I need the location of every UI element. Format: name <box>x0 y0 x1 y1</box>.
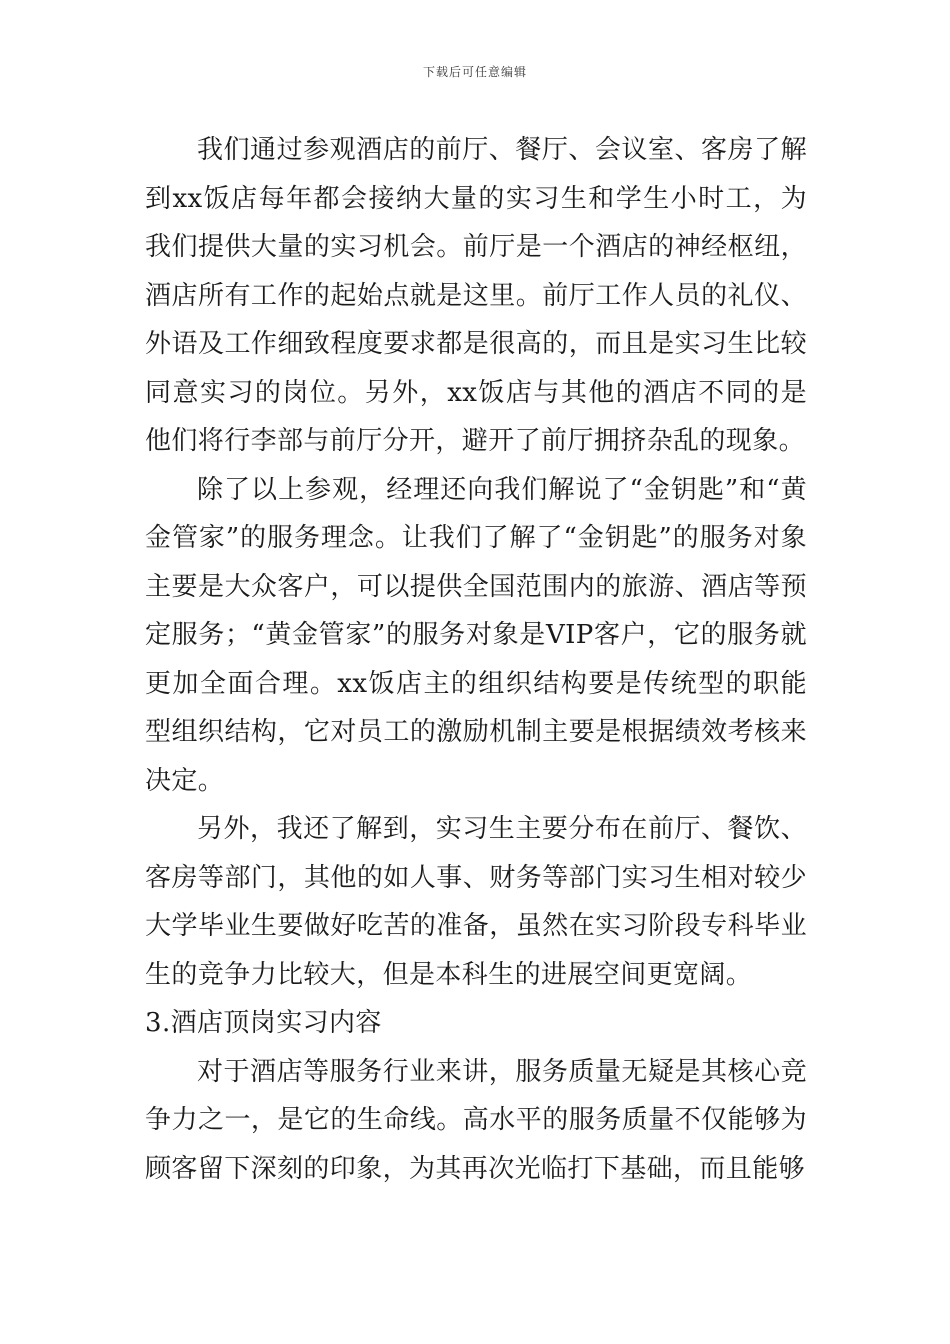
section-heading: 3.酒店顶岗实习内容 <box>145 1008 382 1038</box>
paragraph-service-quality: 对于酒店等服务行业来讲，服务质量无疑是其核心竞争力之一，是它的生命线。高水平的服务质量不仅能够为顾客留下深刻的印象，为其再次光临打下基础，而且能够 <box>145 1056 807 1184</box>
document-body <box>145 126 807 1193</box>
page-header: 下载后可任意编辑 <box>422 65 527 79</box>
paragraph-hotel-visit: 我们通过参观酒店的前厅、餐厅、会议室、客房了解到xx饭店每年都会接纳大量的实习生和学生小时工，为我们提供大量的实习机会。前厅是一个酒店的神经枢纽，酒店所有工作的起始点就是这里。前厅工作人员的礼仪、外语及工作细致程度要求都是很高的，而且是实习生比较同意实习的岗位。另外，xx饭店与其他的酒店不同的是他们将行李部与前厅分开，避开了前厅拥挤杂乱的现象。 <box>145 135 807 456</box>
paragraph-intern-distribution: 另外，我还了解到，实习生主要分布在前厅、餐饮、客房等部门，其他的如人事、财务等部门实习生相对较少大学毕业生要做好吃苦的准备，虽然在实习阶段专科毕业生的竞争力比较大，但是本科生的进展空间更宽阔。 <box>145 814 807 990</box>
paragraph-service-concept: 除了以上参观，经理还向我们解说了“金钥匙”和“黄金管家”的服务理念。让我们了解了“金钥匙”的服务对象主要是大众客户，可以提供全国范围内的旅游、酒店等预定服务；“黄金管家”的服务对象是VIP客户，它的服务就更加全面合理。xx饭店主的组织结构要是传统型的职能型组织结构，它对员工的激励机制主要是根据绩效考核来决定。 <box>145 474 807 796</box>
